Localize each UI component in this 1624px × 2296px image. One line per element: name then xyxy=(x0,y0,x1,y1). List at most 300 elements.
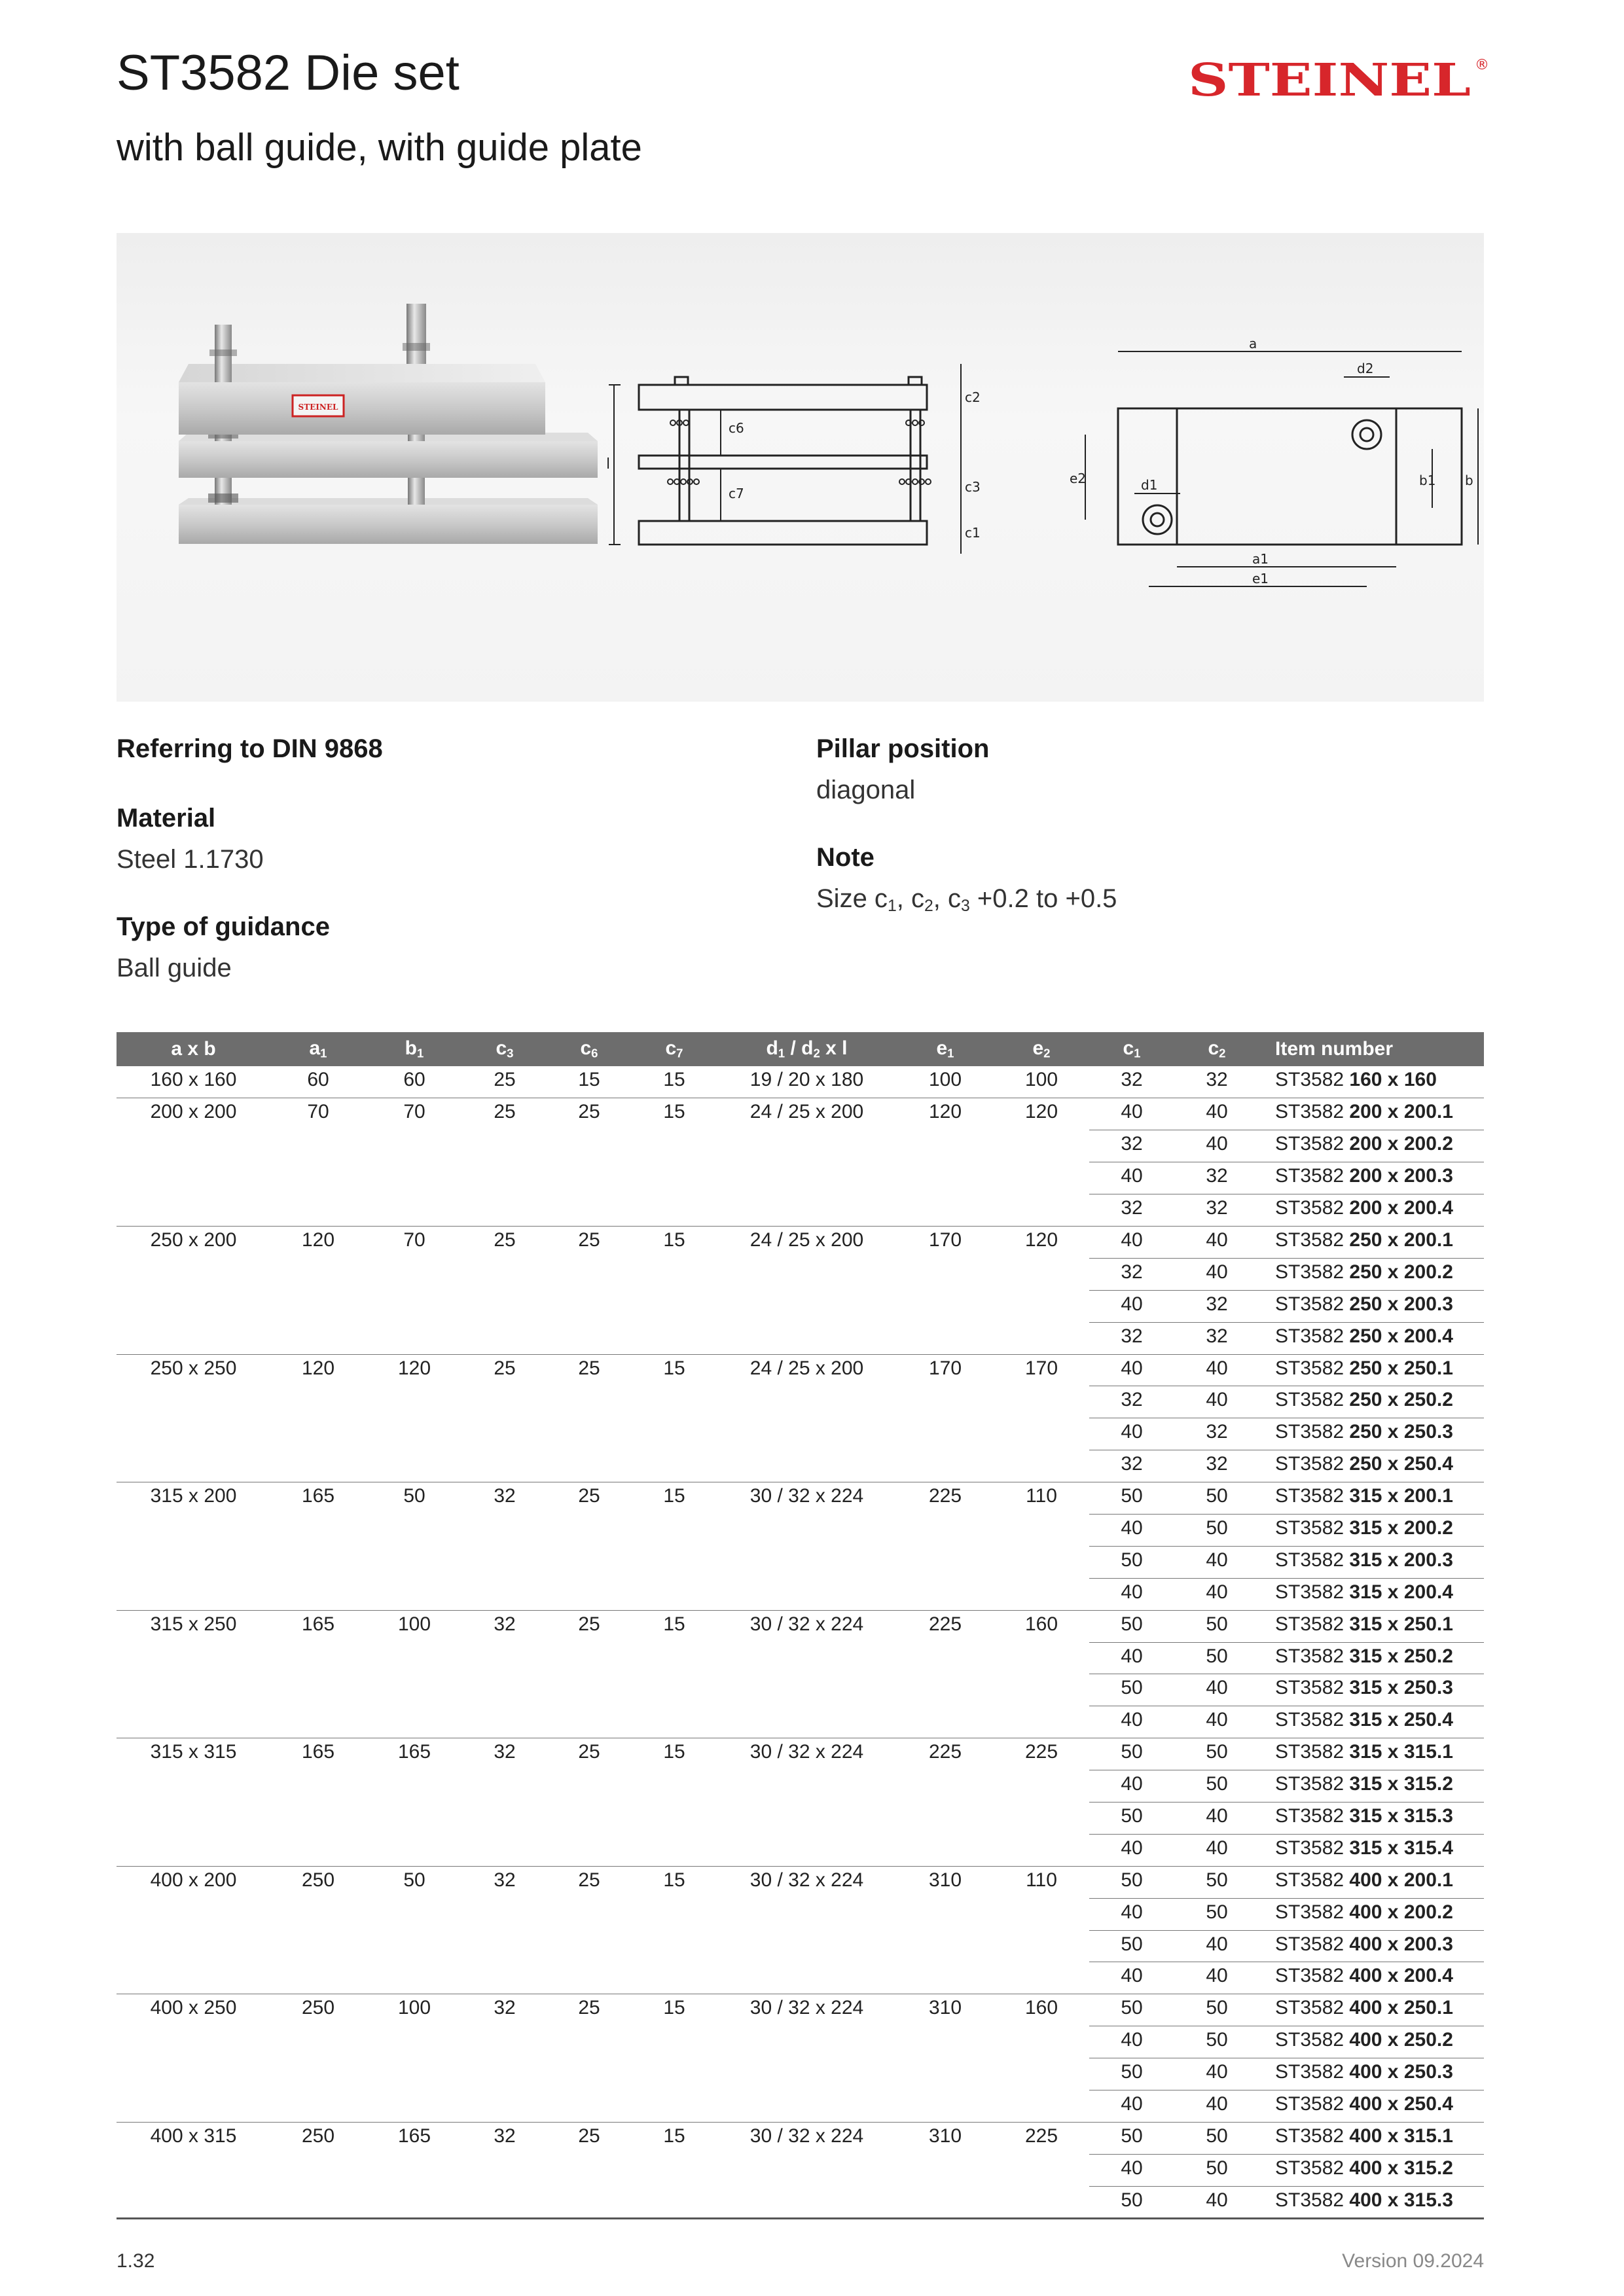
brand-registered-mark: ® xyxy=(1475,57,1489,73)
table-cell-e2 xyxy=(994,2026,1089,2058)
table-cell-c6 xyxy=(547,1450,632,1482)
table-cell-c1: 40 xyxy=(1089,1354,1174,1386)
die-set-photo xyxy=(179,304,598,544)
table-cell-c3 xyxy=(463,1578,547,1610)
table-cell-axb xyxy=(117,1674,270,1706)
table-cell-c2: 50 xyxy=(1174,1898,1259,1930)
table-cell-c7: 15 xyxy=(663,1069,685,1090)
table-cell-e1 xyxy=(897,1834,994,1866)
table-cell-b1 xyxy=(366,1514,463,1546)
table-cell-e1 xyxy=(897,1898,994,1930)
item-number: ST3582 315 x 200.2 xyxy=(1259,1514,1484,1546)
table-row xyxy=(117,1162,1484,1194)
table-row xyxy=(117,1482,1484,1515)
table-cell-c2: 40 xyxy=(1174,1386,1259,1418)
table-cell-axb: 315 x 315 xyxy=(117,1738,270,1770)
table-cell-c1: 50 xyxy=(1089,1930,1174,1962)
table-cell-e2 xyxy=(994,2090,1089,2123)
table-cell-c7: 15 xyxy=(632,2122,717,2154)
table-cell-c6 xyxy=(547,2186,632,2218)
table-cell-e1 xyxy=(897,1418,994,1450)
table-cell-d: 30 / 32 x 224 xyxy=(717,2122,897,2154)
table-cell-a1 xyxy=(270,1962,366,1994)
table-cell-b1 xyxy=(366,1930,463,1962)
item-number: ST3582 250 x 200.1 xyxy=(1259,1226,1484,1258)
table-cell-c7 xyxy=(632,1258,717,1290)
table-cell-b1 xyxy=(366,1194,463,1227)
table-cell-c2: 50 xyxy=(1174,1770,1259,1803)
table-cell-axb xyxy=(117,1770,270,1803)
table-cell-axb: 250 x 200 xyxy=(117,1226,270,1258)
table-cell-a1 xyxy=(270,1930,366,1962)
table-cell-axb xyxy=(117,1930,270,1962)
table-cell-b1 xyxy=(366,1546,463,1578)
page-title: ST3582 Die set xyxy=(117,45,460,101)
table-cell-c1: 32 xyxy=(1089,1130,1174,1162)
table-cell-e1 xyxy=(897,1162,994,1194)
column-header: $c_1$ xyxy=(1089,1032,1174,1066)
table-cell-c2: 40 xyxy=(1174,1802,1259,1834)
table-cell-c2: 32 xyxy=(1174,1162,1259,1194)
table-cell-e1: 120 xyxy=(897,1098,994,1130)
table-cell-c6: 25 xyxy=(547,1994,632,2026)
dim-l: l xyxy=(606,456,611,473)
table-cell-e2 xyxy=(994,1770,1089,1803)
table-cell-b1 xyxy=(366,1418,463,1450)
table-cell-e1 xyxy=(897,1386,994,1418)
table-row xyxy=(117,1450,1484,1482)
table-cell-c2: 40 xyxy=(1206,2189,1228,2211)
table-cell-e2 xyxy=(994,1546,1089,1578)
table-cell-axb xyxy=(117,1546,270,1578)
table-cell-c3 xyxy=(463,1546,547,1578)
table-cell-c6 xyxy=(547,1930,632,1962)
table-cell-c3: 32 xyxy=(463,1866,547,1898)
din-reference xyxy=(117,734,383,776)
table-cell-b1 xyxy=(366,1578,463,1610)
item-number: ST3582 315 x 315.3 xyxy=(1259,1802,1484,1834)
product-figure xyxy=(117,233,1484,702)
table-cell-c2: 50 xyxy=(1174,1866,1259,1898)
table-cell-c1: 32 xyxy=(1089,1386,1174,1418)
table-cell-c3 xyxy=(463,1290,547,1322)
table-cell-d xyxy=(717,2154,897,2186)
table-cell-c6 xyxy=(547,2154,632,2186)
table-cell-c1: 40 xyxy=(1089,1898,1174,1930)
table-cell-a1: 165 xyxy=(270,1610,366,1642)
table-cell-e1 xyxy=(897,1642,994,1674)
table-cell-c6 xyxy=(547,1162,632,1194)
table-cell-c3 xyxy=(463,1162,547,1194)
table-cell-b1: 165 xyxy=(366,1738,463,1770)
table-cell-d xyxy=(717,1642,897,1674)
table-cell-c7 xyxy=(632,1418,717,1450)
table-cell-c1: 40 xyxy=(1089,2026,1174,2058)
table-cell-d xyxy=(717,1290,897,1322)
table-cell-b1: 100 xyxy=(366,1994,463,2026)
item-number: ST3582 160 x 160 xyxy=(1259,1066,1484,1098)
steinel-logo xyxy=(1188,55,1489,102)
table-row xyxy=(117,2186,1484,2218)
table-cell-c7 xyxy=(632,1834,717,1866)
table-cell-d xyxy=(717,1962,897,1994)
table-cell-d xyxy=(717,2058,897,2090)
table-cell-c1: 50 xyxy=(1121,2189,1143,2211)
table-row xyxy=(117,1834,1484,1866)
table-cell-e2: 120 xyxy=(994,1098,1089,1130)
table-cell-c7: 15 xyxy=(632,1482,717,1515)
table-cell-c3: 32 xyxy=(463,1738,547,1770)
table-row xyxy=(117,1194,1484,1227)
table-cell-c3: 32 xyxy=(463,1482,547,1515)
table-row xyxy=(117,1674,1484,1706)
table-cell-c2: 40 xyxy=(1174,1930,1259,1962)
table-cell-axb xyxy=(117,1130,270,1162)
table-cell-e1 xyxy=(897,1322,994,1354)
table-row xyxy=(117,1546,1484,1578)
table-cell-a1 xyxy=(270,1130,366,1162)
table-cell-c7: 15 xyxy=(632,1738,717,1770)
table-row xyxy=(117,1290,1484,1322)
table-cell-axb xyxy=(117,1898,270,1930)
item-number: ST3582 200 x 200.2 xyxy=(1259,1130,1484,1162)
guidance-label: Type of guidance xyxy=(117,912,330,941)
table-cell-b1: 120 xyxy=(366,1354,463,1386)
table-cell-b1 xyxy=(366,1642,463,1674)
table-cell-b1: 70 xyxy=(366,1226,463,1258)
table-cell-d xyxy=(717,1770,897,1803)
table-cell-c3 xyxy=(463,1450,547,1482)
table-cell-c2: 32 xyxy=(1174,1066,1259,1098)
dim-e1: e1 xyxy=(1252,571,1269,586)
item-number: ST3582 400 x 315.1 xyxy=(1259,2122,1484,2154)
table-cell-c7 xyxy=(632,2090,717,2123)
table-cell-c7 xyxy=(632,1930,717,1962)
column-header: $e_2$ xyxy=(994,1032,1089,1066)
table-row xyxy=(117,1738,1484,1770)
side-view-drawing xyxy=(606,364,981,554)
table-cell-b1 xyxy=(366,1834,463,1866)
table-cell-e1 xyxy=(897,1770,994,1803)
table-cell-d: 30 / 32 x 224 xyxy=(717,1610,897,1642)
table-cell-d xyxy=(717,1834,897,1866)
table-cell-a1 xyxy=(270,1162,366,1194)
table-cell-e2 xyxy=(994,1194,1089,1227)
table-cell-a1 xyxy=(270,1802,366,1834)
table-cell-axb: 315 x 250 xyxy=(117,1610,270,1642)
table-cell-a1: 165 xyxy=(270,1738,366,1770)
table-cell-c1: 50 xyxy=(1089,2058,1174,2090)
note-value: Size $c_1$, $c_2$, $c_3 +0.2$ to +0.5 xyxy=(816,884,1117,916)
dim-d2: d2 xyxy=(1357,361,1374,376)
table-cell-b1 xyxy=(366,2186,463,2218)
table-row xyxy=(117,1066,1484,1098)
table-row xyxy=(117,1866,1484,1898)
table-cell-c7 xyxy=(632,1386,717,1418)
table-cell-c1: 40 xyxy=(1089,1578,1174,1610)
item-number: ST3582 200 x 200.4 xyxy=(1259,1194,1484,1227)
table-cell-d xyxy=(717,1162,897,1194)
dim-d1: d1 xyxy=(1141,477,1158,493)
table-cell-c2: 50 xyxy=(1174,1514,1259,1546)
table-cell-e1: 310 xyxy=(897,1994,994,2026)
table-cell-c7 xyxy=(632,1674,717,1706)
table-cell-c2: 40 xyxy=(1174,2090,1259,2123)
table-cell-c2: 40 xyxy=(1174,1354,1259,1386)
table-cell-c1: 50 xyxy=(1089,1802,1174,1834)
material-label: Material xyxy=(117,804,216,833)
guidance-block xyxy=(117,912,330,983)
note-label: Note xyxy=(816,843,875,872)
column-header: $c_7$ xyxy=(632,1032,717,1066)
table-cell-axb: 400 x 250 xyxy=(117,1994,270,2026)
table-cell-e2: 110 xyxy=(994,1482,1089,1515)
material-value: Steel 1.1730 xyxy=(117,845,264,874)
item-number: ST3582 315 x 315.4 xyxy=(1259,1834,1484,1866)
table-cell-c2: 32 xyxy=(1174,1290,1259,1322)
table-cell-axb xyxy=(117,1162,270,1194)
table-cell-b1 xyxy=(366,1962,463,1994)
table-cell-d xyxy=(717,1258,897,1290)
table-cell-c6 xyxy=(547,1322,632,1354)
item-number: ST3582 315 x 250.4 xyxy=(1259,1706,1484,1738)
table-cell-c7 xyxy=(632,2026,717,2058)
item-number: ST3582 400 x 315.3 xyxy=(1275,2189,1453,2211)
table-cell-c6 xyxy=(547,1386,632,1418)
item-number: ST3582 250 x 200.4 xyxy=(1259,1322,1484,1354)
table-cell-c7 xyxy=(632,1290,717,1322)
item-number: ST3582 200 x 200.3 xyxy=(1259,1162,1484,1194)
table-row xyxy=(117,1930,1484,1962)
table-cell-a1 xyxy=(270,1258,366,1290)
table-cell-d xyxy=(717,1930,897,1962)
table-cell-c7 xyxy=(632,2154,717,2186)
table-cell-d: 30 / 32 x 224 xyxy=(717,1866,897,1898)
table-cell-axb xyxy=(117,1578,270,1610)
dim-c7: c7 xyxy=(729,486,744,501)
table-cell-c6 xyxy=(547,1578,632,1610)
table-row xyxy=(117,1578,1484,1610)
table-cell-a1 xyxy=(270,2090,366,2123)
table-cell-e1 xyxy=(897,2090,994,2123)
item-number: ST3582 315 x 200.3 xyxy=(1259,1546,1484,1578)
brand-wordmark: STEINEL xyxy=(1188,55,1471,102)
table-cell-e1 xyxy=(897,1674,994,1706)
table-cell-c2: 40 xyxy=(1174,1130,1259,1162)
table-cell-d: 30 / 32 x 224 xyxy=(717,1482,897,1515)
table-cell-c3 xyxy=(463,1194,547,1227)
table-cell-c2: 40 xyxy=(1174,2058,1259,2090)
table-cell-c6 xyxy=(547,1130,632,1162)
table-cell-c3 xyxy=(463,1834,547,1866)
table-cell-c6: 25 xyxy=(547,1738,632,1770)
table-cell-c6 xyxy=(547,1194,632,1227)
table-cell-c7: 15 xyxy=(632,1610,717,1642)
table-row xyxy=(117,1994,1484,2026)
table-cell-c3 xyxy=(463,1706,547,1738)
table-cell-b1 xyxy=(366,1258,463,1290)
column-header: $c_6$ xyxy=(547,1032,632,1066)
table-cell-e1 xyxy=(897,2154,994,2186)
table-cell-b1 xyxy=(366,1130,463,1162)
table-cell-a1 xyxy=(270,1386,366,1418)
table-cell-c3: 32 xyxy=(463,1610,547,1642)
table-cell-e1 xyxy=(897,1514,994,1546)
table-cell-a1: 120 xyxy=(270,1354,366,1386)
table-row xyxy=(117,1706,1484,1738)
table-cell-c2: 40 xyxy=(1174,1962,1259,1994)
table-cell-e2: 160 xyxy=(994,1610,1089,1642)
table-cell-c2: 50 xyxy=(1174,2026,1259,2058)
item-number: ST3582 400 x 200.3 xyxy=(1259,1930,1484,1962)
table-cell-c2: 50 xyxy=(1174,2154,1259,2186)
table-cell-c3 xyxy=(463,1514,547,1546)
table-cell-b1 xyxy=(366,1162,463,1194)
table-cell-c1: 50 xyxy=(1089,1994,1174,2026)
table-cell-e1 xyxy=(897,1962,994,1994)
table-cell-d xyxy=(717,1898,897,1930)
table-cell-c3 xyxy=(463,1386,547,1418)
table-cell-d: 24 / 25 x 200 xyxy=(717,1098,897,1130)
item-number: ST3582 400 x 250.3 xyxy=(1259,2058,1484,2090)
item-number: ST3582 315 x 250.3 xyxy=(1259,1674,1484,1706)
table-cell-d xyxy=(717,1674,897,1706)
table-row xyxy=(117,1514,1484,1546)
dim-e2: e2 xyxy=(1070,471,1087,486)
table-cell-c1: 40 xyxy=(1089,2090,1174,2123)
table-cell-e1 xyxy=(897,1546,994,1578)
table-cell-c6 xyxy=(547,2026,632,2058)
table-cell-a1 xyxy=(270,1674,366,1706)
dim-c2: c2 xyxy=(965,389,981,405)
table-cell-axb: 400 x 315 xyxy=(117,2122,270,2154)
table-cell-e2 xyxy=(994,1450,1089,1482)
table-cell-c1: 32 xyxy=(1089,1194,1174,1227)
table-cell-c1: 50 xyxy=(1089,2122,1174,2154)
table-row xyxy=(117,2026,1484,2058)
table-cell-a1: 120 xyxy=(270,1226,366,1258)
table-row xyxy=(117,1770,1484,1803)
table-cell-c7 xyxy=(632,1162,717,1194)
table-cell-c6 xyxy=(547,2090,632,2123)
table-cell-c6 xyxy=(547,1642,632,1674)
table-cell-a1 xyxy=(270,1546,366,1578)
table-cell-b1 xyxy=(366,2026,463,2058)
table-cell-c6: 25 xyxy=(547,2122,632,2154)
table-cell-c7 xyxy=(632,1322,717,1354)
table-cell-b1 xyxy=(366,2090,463,2123)
table-cell-e1 xyxy=(897,1802,994,1834)
table-cell-a1: 165 xyxy=(270,1482,366,1515)
table-cell-d xyxy=(717,1802,897,1834)
table-cell-c7 xyxy=(632,1546,717,1578)
table-row xyxy=(117,2154,1484,2186)
table-cell-c3 xyxy=(463,1258,547,1290)
table-cell-c6: 15 xyxy=(578,1069,600,1090)
table-cell-e2 xyxy=(994,1898,1089,1930)
table-cell-d: 19 / 20 x 180 xyxy=(749,1069,864,1090)
table-cell-b1 xyxy=(366,1802,463,1834)
table-cell-c3 xyxy=(463,1642,547,1674)
table-cell-c7 xyxy=(632,2186,717,2218)
table-cell-c7 xyxy=(632,1130,717,1162)
table-cell-e1 xyxy=(897,1930,994,1962)
table-cell-a1 xyxy=(270,2058,366,2090)
table-row xyxy=(117,1642,1484,1674)
table-cell-b1 xyxy=(366,1290,463,1322)
table-cell-c6 xyxy=(547,2058,632,2090)
table-cell-c6: 25 xyxy=(547,1226,632,1258)
table-cell-e2: 170 xyxy=(994,1354,1089,1386)
table-cell-c1: 50 xyxy=(1089,1674,1174,1706)
table-cell-c3 xyxy=(463,1930,547,1962)
table-cell-b1: 165 xyxy=(366,2122,463,2154)
table-cell-c1: 50 xyxy=(1089,1866,1174,1898)
item-number: ST3582 250 x 200.2 xyxy=(1259,1258,1484,1290)
table-cell-a1 xyxy=(270,1322,366,1354)
table-cell-c1: 40 xyxy=(1089,1834,1174,1866)
table-cell-a1: 250 xyxy=(270,1866,366,1898)
column-header: $c_3$ xyxy=(463,1032,547,1066)
item-number: ST3582 400 x 250.2 xyxy=(1259,2026,1484,2058)
dim-c1: c1 xyxy=(965,525,981,541)
table-cell-a1 xyxy=(270,2186,366,2218)
table-cell-c1: 40 xyxy=(1089,1226,1174,1258)
table-cell-c7 xyxy=(632,2058,717,2090)
item-number: ST3582 250 x 250.3 xyxy=(1259,1418,1484,1450)
table-cell-b1 xyxy=(366,1770,463,1803)
item-number: ST3582 250 x 250.2 xyxy=(1259,1386,1484,1418)
table-cell-c3: 25 xyxy=(463,1226,547,1258)
table-cell-c7: 15 xyxy=(632,1866,717,1898)
table-cell-e2 xyxy=(994,1834,1089,1866)
table-cell-a1 xyxy=(270,1578,366,1610)
table-cell-c2: 40 xyxy=(1174,1258,1259,1290)
table-cell-d: 24 / 25 x 200 xyxy=(717,1226,897,1258)
table-cell-e1: 310 xyxy=(897,2122,994,2154)
table-row xyxy=(117,1802,1484,1834)
dimension-table xyxy=(117,1032,1484,2219)
table-cell-d xyxy=(717,1706,897,1738)
table-cell-c6 xyxy=(547,1802,632,1834)
table-cell-e2 xyxy=(994,1162,1089,1194)
table-cell-e2 xyxy=(994,1674,1089,1706)
table-cell-c3 xyxy=(463,2058,547,2090)
table-row xyxy=(117,1098,1484,1130)
table-cell-e1 xyxy=(897,2026,994,2058)
item-number: ST3582 315 x 250.2 xyxy=(1259,1642,1484,1674)
din-label: Referring to DIN 9868 xyxy=(117,734,383,763)
dim-c3: c3 xyxy=(965,479,981,495)
table-cell-axb: 160 x 160 xyxy=(150,1069,237,1090)
table-cell-c2: 40 xyxy=(1174,1674,1259,1706)
pillar-label: Pillar position xyxy=(816,734,990,763)
dim-a: a xyxy=(1249,336,1257,351)
column-header: Item number xyxy=(1259,1032,1484,1066)
table-cell-axb: 400 x 200 xyxy=(117,1866,270,1898)
table-row xyxy=(117,1610,1484,1642)
table-cell-e2: 225 xyxy=(994,1738,1089,1770)
table-cell-c6: 25 xyxy=(547,1610,632,1642)
table-cell-d: 30 / 32 x 224 xyxy=(717,1994,897,2026)
table-cell-e1: 170 xyxy=(897,1226,994,1258)
table-header-row xyxy=(117,1032,1484,1066)
table-cell-c1: 50 xyxy=(1089,1610,1174,1642)
table-cell-c6 xyxy=(547,1418,632,1450)
table-cell-d xyxy=(717,1450,897,1482)
table-cell-c2: 50 xyxy=(1174,1994,1259,2026)
table-cell-c6: 25 xyxy=(547,1354,632,1386)
